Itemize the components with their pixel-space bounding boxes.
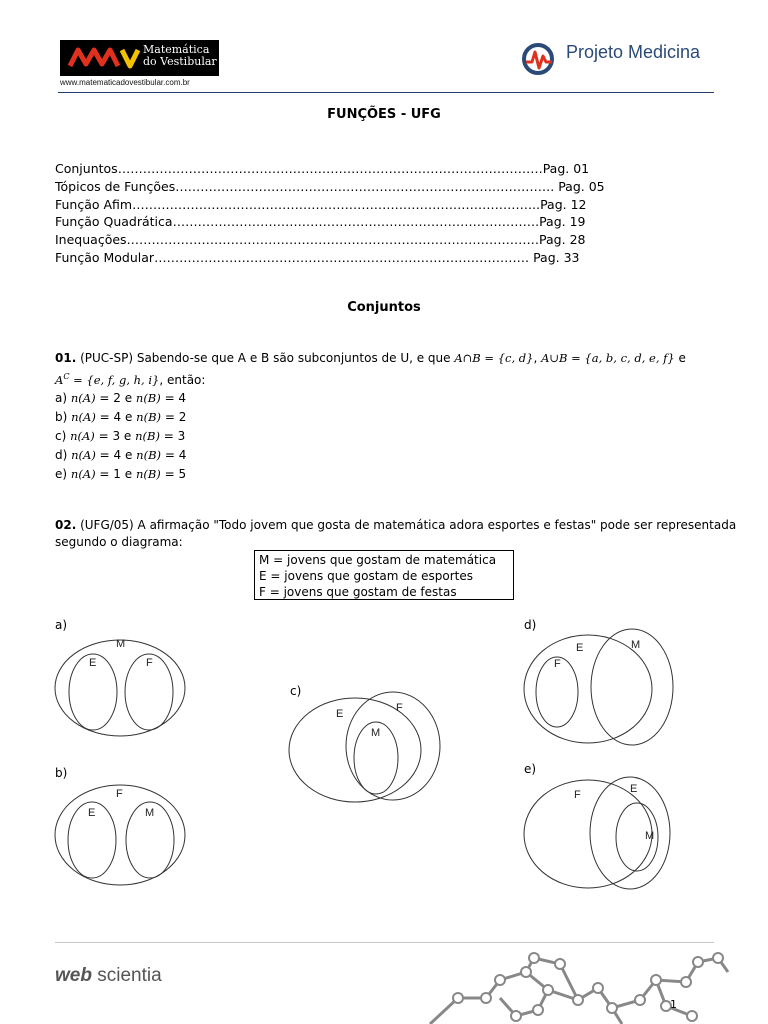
venn-b-label-m: M: [145, 807, 155, 819]
option-letter: a): [55, 391, 68, 405]
toc-label: Função Afim: [55, 196, 133, 212]
legend-f: F = jovens que gostam de festas: [259, 585, 457, 599]
molecule-decoration-icon: [430, 950, 730, 1024]
venn-diagram-c: [289, 692, 440, 802]
footer-rule: [55, 942, 714, 943]
q1-statement-cont: [55, 372, 205, 387]
venn-diagrams: [0, 600, 768, 910]
venn-e-label-m: M: [645, 830, 655, 842]
diagram-d-label: d): [524, 618, 537, 632]
option-na: n(A): [71, 448, 96, 462]
diagram-a-label: a): [55, 618, 68, 632]
table-of-contents: [55, 160, 605, 267]
toc-page: Pag. 28: [539, 232, 586, 248]
toc-label: Conjuntos: [55, 161, 118, 176]
venn-d-label-e: E: [576, 642, 584, 654]
venn-diagram-d: [524, 629, 673, 745]
venn-a-label-f: F: [146, 657, 153, 669]
option-nb: n(B): [135, 467, 161, 481]
logo-url: www.matematicadovestibular.com.br: [60, 78, 190, 87]
logo-line-1: Matemática: [143, 43, 210, 56]
header-rule: [58, 92, 714, 93]
option-na: n(A): [70, 391, 96, 405]
footer-brand-bold: web: [55, 965, 92, 986]
option-vb: = 4: [160, 391, 187, 405]
option-vb: = 3: [159, 429, 186, 443]
venn-d-label-f: F: [554, 658, 561, 670]
toc-page: Pag. 12: [540, 196, 587, 212]
venn-b-set-f: [55, 785, 185, 885]
diagram-b-label: b): [55, 766, 68, 780]
q2-number: 02.: [55, 518, 77, 532]
q1-number: 01.: [55, 351, 77, 365]
venn-d-label-m: M: [631, 639, 641, 651]
toc-page: Pag. 33: [533, 249, 580, 265]
venn-c-label-e: E: [336, 708, 344, 720]
toc-label: Tópicos de Funções: [55, 178, 176, 194]
projeto-medicina-brand: Projeto Medicina: [566, 42, 701, 62]
option-letter: e): [55, 467, 68, 481]
option-letter: b): [55, 410, 68, 424]
q2-statement-cont: segundo o diagrama:: [55, 535, 183, 549]
venn-e-set-f: [524, 780, 655, 888]
logo-line-2: do Vestibular: [143, 55, 217, 68]
q1-option: [55, 429, 185, 443]
venn-diagram-a: [55, 640, 185, 736]
q1-statement: [55, 351, 686, 365]
page-number: 1: [670, 998, 677, 1011]
toc-row: Inequações………………………………………………………………………………………Pag. 28: [55, 232, 586, 248]
legend-e: E = jovens que gostam de esportes: [259, 569, 473, 583]
q2-text: (UFG/05) A afirmação "Todo jovem que gosta de matemática adora esportes e festas" pode ser representada: [76, 518, 737, 532]
legend-m: M = jovens que gostam de matemática: [259, 553, 497, 567]
option-va: = 4 e: [95, 448, 137, 462]
venn-c-label-m: M: [371, 727, 381, 739]
diagram-e-label: e): [524, 762, 537, 776]
venn-e-label-e: E: [630, 783, 638, 795]
q1-sep: ,: [533, 351, 542, 365]
toc-label: Função Quadrática: [55, 214, 173, 230]
q1-option: [55, 410, 186, 424]
toc-row: Função Afim……………………………………………………………………………………..Pag. 12: [55, 196, 587, 212]
toc-row: Função Quadrática…………………………………………………………………………….Pag. 19: [55, 214, 586, 230]
q1-text-e: e: [674, 351, 686, 365]
option-nb: n(B): [135, 391, 161, 405]
q1-option: [55, 448, 186, 462]
venn-e-label-f: F: [574, 789, 581, 801]
option-na: n(A): [71, 410, 96, 424]
q1-text-end: , então:: [159, 373, 206, 387]
option-va: = 1 e: [95, 467, 136, 481]
option-letter: c): [55, 429, 67, 443]
footer-brand-rest: scientia: [91, 965, 162, 986]
option-vb: = 2: [161, 410, 187, 424]
section-title: Conjuntos: [347, 300, 421, 315]
venn-d-set-e: [524, 635, 652, 743]
option-va: = 4 e: [95, 410, 137, 424]
venn-a-label-m: M: [116, 638, 126, 650]
q1-intersection: A∩B = {c, d}: [454, 351, 534, 365]
diagram-c-label: c): [290, 684, 302, 698]
q2-statement: [55, 518, 736, 532]
projeto-medicina-logo-icon: [520, 40, 560, 80]
option-nb: n(B): [136, 448, 162, 462]
q1-complement-set: A: [55, 373, 64, 387]
venn-a-set-m: [55, 640, 185, 736]
toc-row: Conjuntos…………………………………………………………………………………………Pag. 01: [55, 161, 590, 176]
toc-page: Pag. 19: [539, 214, 586, 230]
venn-diagram-b: [55, 785, 185, 885]
option-va: = 3 e: [94, 429, 136, 443]
q1-option: [55, 467, 186, 481]
q1-complement-value: = {e, f, g, h, i}: [69, 373, 160, 387]
q1-option: [55, 391, 186, 405]
venn-c-label-f: F: [396, 702, 403, 714]
option-nb: n(B): [136, 410, 162, 424]
option-vb: = 4: [161, 448, 187, 462]
q1-union: A∪B = {a, b, c, d, e, f}: [541, 351, 675, 365]
page-title: FUNÇÕES - UFG: [327, 107, 441, 122]
toc-label: Inequações: [55, 232, 127, 248]
venn-b-label-e: E: [88, 807, 96, 819]
footer-brand: [55, 965, 162, 987]
logo-text: [143, 44, 217, 68]
option-letter: d): [55, 448, 68, 462]
q1-text: (PUC-SP) Sabendo-se que A e B são subconjuntos de U, e que: [76, 351, 455, 365]
option-va: = 2 e: [95, 391, 136, 405]
venn-b-label-f: F: [116, 788, 123, 800]
toc-label: Função Modular: [55, 249, 155, 265]
option-na: n(A): [70, 429, 95, 443]
logo-mark-icon: [60, 40, 140, 76]
toc-row: Função Modular……………………………………………………………………………… Pag. 33: [55, 249, 580, 265]
q1-complement-sup: C: [63, 372, 70, 381]
toc-row: Tópicos de Funções………………………………………………………………………………. Pag. 05: [55, 178, 605, 194]
option-nb: n(B): [135, 429, 160, 443]
option-vb: = 5: [160, 467, 187, 481]
venn-a-label-e: E: [89, 657, 97, 669]
q2-legend-box: [254, 550, 514, 600]
option-na: n(A): [70, 467, 96, 481]
toc-page: Pag. 01: [542, 161, 590, 176]
toc-page: Pag. 05: [558, 178, 605, 194]
